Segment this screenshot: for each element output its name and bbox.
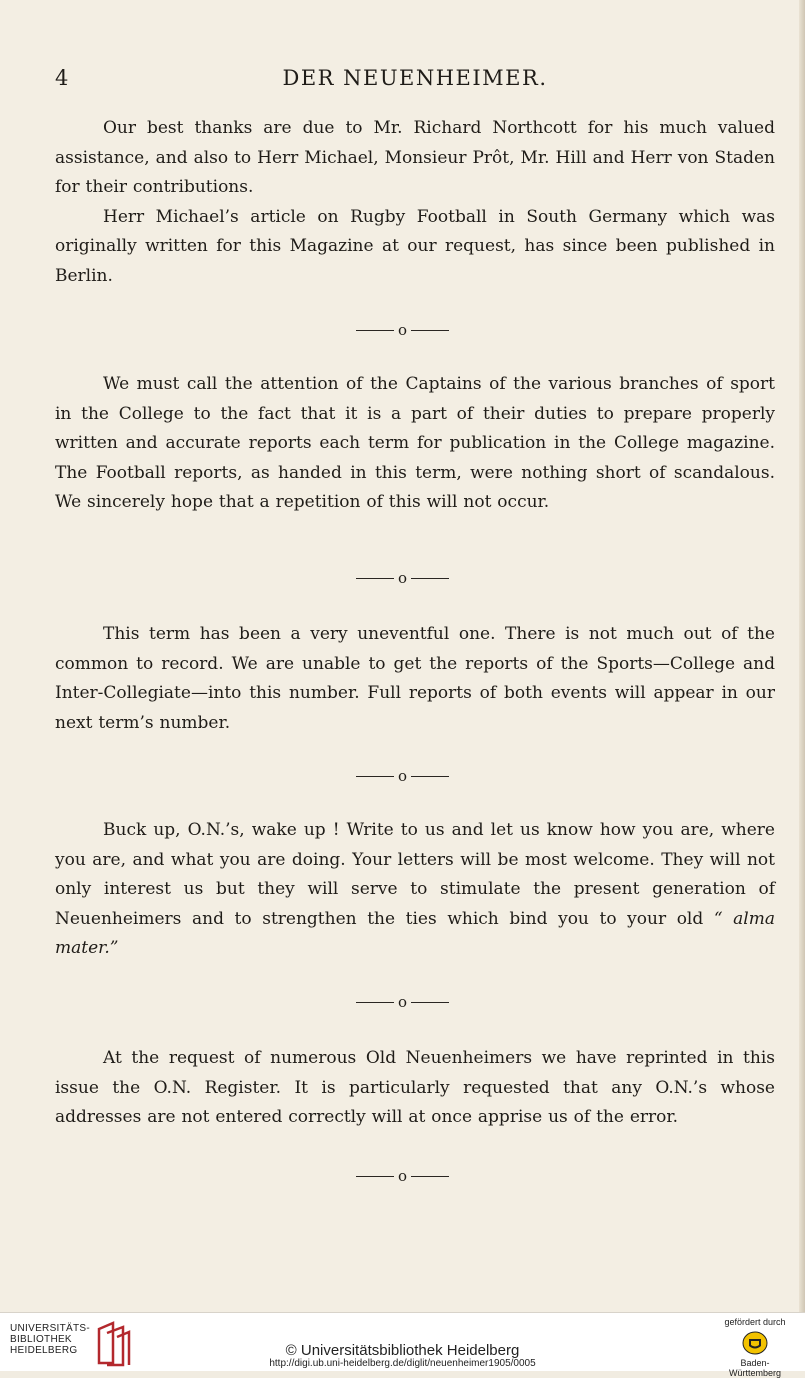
- section-register: [55, 1044, 775, 1133]
- permalink-url[interactable]: http://digi.ub.uni-heidelberg.de/diglit/neuenheimer1905/0005: [269, 1358, 536, 1369]
- section-acknowledgements: [55, 114, 775, 291]
- alma-mater-italic: “ alma mater.”: [55, 908, 775, 958]
- page-edge: [799, 0, 805, 1312]
- paragraph: At the request of numerous Old Neuenheimers we have reprinted in this issue the O.N. Register. It is particularly requested that any O.N.’s whose addresses are not entered correctly will at once apprise us of the error.: [55, 1048, 775, 1127]
- divider-mark: o: [397, 993, 408, 1011]
- running-title: DER NEUENHEIMER.: [282, 66, 548, 90]
- copyright-notice: © Universitätsbibliothek Heidelberg: [285, 1342, 520, 1359]
- funded-by-label: gefördert durch: [724, 1317, 786, 1327]
- paragraph-text: Buck up, O.N.’s, wake up ! Write to us and let us know how you are, where you are, and what you are doing. Your letters will be most welcome. They will not only interest us but they will serve to stimulate the present generation of Neuenheimers and to strengthen the ties which bind you to your old: [55, 820, 775, 929]
- page-header: [55, 66, 775, 98]
- library-name-line: HEIDELBERG: [10, 1345, 78, 1356]
- section-divider: [0, 766, 805, 786]
- divider-mark: o: [397, 1167, 408, 1185]
- section-divider: [0, 568, 805, 588]
- paragraph: [55, 816, 775, 964]
- paragraph: Herr Michael’s article on Rugby Football in South Germany which was originally written for this Magazine at our request, has since been published in Berlin.: [55, 206, 775, 286]
- divider-mark: o: [397, 767, 408, 785]
- section-divider: [0, 1166, 805, 1186]
- paragraph: This term has been a very uneventful one. There is not much out of the common to record. We are unable to get the reports of the Sports—College and Inter-Collegiate—into this number. Full reports of both events will appear in our next term’s number.: [55, 624, 775, 733]
- divider-mark: o: [397, 569, 408, 587]
- state-crest-icon: [742, 1330, 768, 1356]
- paragraph: Our best thanks are due to Mr. Richard Northcott for his much valued assistance, and also to Herr Michael, Monsieur Prôt, Mr. Hill and Herr von Staden for their contributions.: [55, 118, 775, 197]
- library-name-line: UNIVERSITÄTS-: [10, 1323, 91, 1334]
- section-old-neuenheimers: [55, 816, 775, 964]
- section-divider: [0, 992, 805, 1012]
- funder-name: Baden-Württemberg: [728, 1358, 781, 1378]
- divider-mark: o: [397, 321, 408, 339]
- section-sport-reports: [55, 370, 775, 518]
- section-divider: [0, 320, 805, 340]
- paragraph: We must call the attention of the Captains of the various branches of sport in the College to the fact that it is a part of their duties to prepare properly written and accurate reports each term for publication in the College magazine. The Football reports, as handed in this term, were nothing short of scandalous. We sincerely hope that a repetition of this will not occur.: [55, 374, 775, 512]
- funder-block: [715, 1317, 795, 1378]
- page-number: 4: [55, 66, 69, 90]
- digitization-footer: [0, 1312, 805, 1378]
- library-name-line: BIBLIOTHEK: [10, 1334, 72, 1345]
- section-term-summary: [55, 620, 775, 738]
